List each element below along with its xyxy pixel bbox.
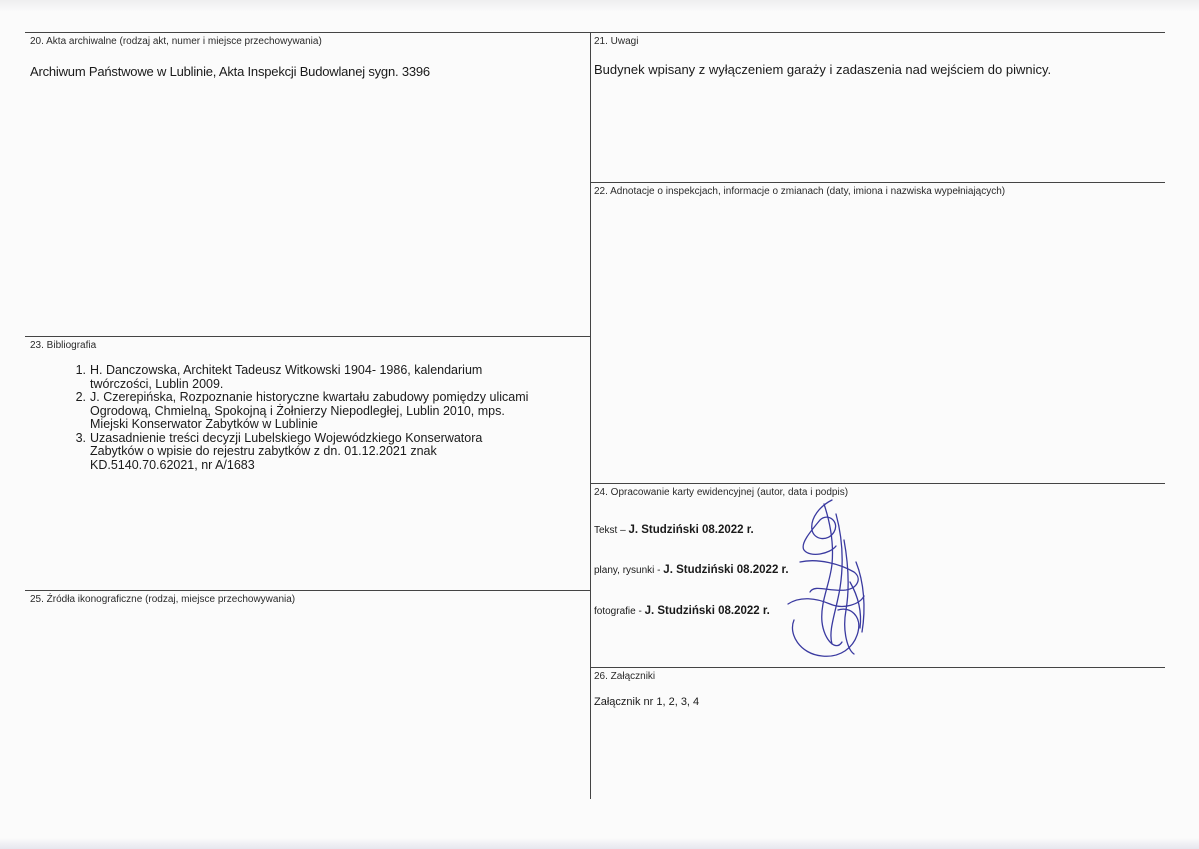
section-24-label: 24. Opracowanie karty ewidencyjnej (autor, data i podpis)	[594, 487, 849, 498]
bibliography-line: J. Czerepińska, Rozpoznanie historyczne kwartału zabudowy pomiędzy ulicami	[90, 390, 529, 404]
bibliography-line: Uzasadnienie treści decyzji Lubelskiego Wojewódzkiego Konserwatora	[90, 430, 483, 445]
rule-24-top	[590, 483, 1165, 484]
section-26-content: Załącznik nr 1, 2, 3, 4	[594, 696, 700, 708]
bibliography-line: H. Danczowska, Architekt Tadeusz Witkowski 1904- 1986, kalendarium	[90, 363, 483, 377]
author-row-photos	[594, 605, 770, 617]
handwritten-signature	[770, 492, 880, 662]
section-20-content: Archiwum Państwowe w Lublinie, Akta Inspekcji Budowlanej sygn. 3396	[30, 64, 430, 79]
rule-top	[25, 32, 1165, 33]
bibliography-item-number: 2.	[75, 390, 86, 404]
section-21-content: Budynek wpisany z wyłączeniem garaży i zadaszenia nad wejściem do piwnicy.	[594, 62, 1052, 77]
author-row-text	[594, 524, 754, 536]
bibliography-line: Ogrodową, Chmielną, Spokojną i Żołnierzy Niepodległej, Lublin 2010, mps.	[90, 403, 505, 418]
author-row-name: J. Studziński 08.2022 r.	[644, 605, 770, 617]
scan-top-edge	[0, 0, 1199, 12]
bibliography-line: KD.5140.70.62021, nr A/1683	[90, 457, 255, 472]
author-row-prefix: fotografie -	[594, 606, 645, 617]
scan-bottom-edge	[0, 838, 1199, 849]
rule-23-top	[25, 336, 590, 337]
rule-26-top	[590, 667, 1165, 668]
bibliography-line: twórczości, Lublin 2009.	[90, 376, 224, 391]
author-row-name: J. Studziński 08.2022 r.	[628, 524, 754, 536]
author-row-plans	[594, 564, 789, 576]
bibliography-item	[75, 363, 620, 391]
author-row-name: J. Studziński 08.2022 r.	[663, 564, 789, 576]
author-row-prefix: Tekst –	[594, 525, 629, 536]
bibliography-item-number: 3.	[75, 430, 86, 445]
section-22-label: 22. Adnotacje o inspekcjach, informacje o zmianach (daty, imiona i nazwiska wypełniających)	[594, 186, 1006, 197]
section-20-label: 20. Akta archiwalne (rodzaj akt, numer i miejsce przechowywania)	[30, 36, 322, 47]
rule-22-top	[590, 182, 1165, 183]
section-23-label: 23. Bibliografia	[30, 340, 97, 351]
bibliography-line: Zabytków o wpisie do rejestru zabytków z dn. 01.12.2021 znak	[90, 444, 437, 458]
rule-25-top	[25, 590, 590, 591]
section-21-label: 21. Uwagi	[594, 36, 639, 47]
bibliography-list	[62, 364, 620, 472]
section-26-label: 26. Załączniki	[594, 671, 656, 682]
bibliography-item-number: 1.	[75, 363, 86, 377]
bibliography-line: Miejski Konserwator Zabytków w Lublinie	[90, 417, 318, 431]
section-25-label: 25. Źródła ikonograficzne (rodzaj, miejsce przechowywania)	[30, 594, 296, 605]
bibliography-item	[75, 390, 620, 432]
author-row-prefix: plany, rysunki -	[594, 565, 664, 576]
bibliography-item	[75, 430, 620, 473]
